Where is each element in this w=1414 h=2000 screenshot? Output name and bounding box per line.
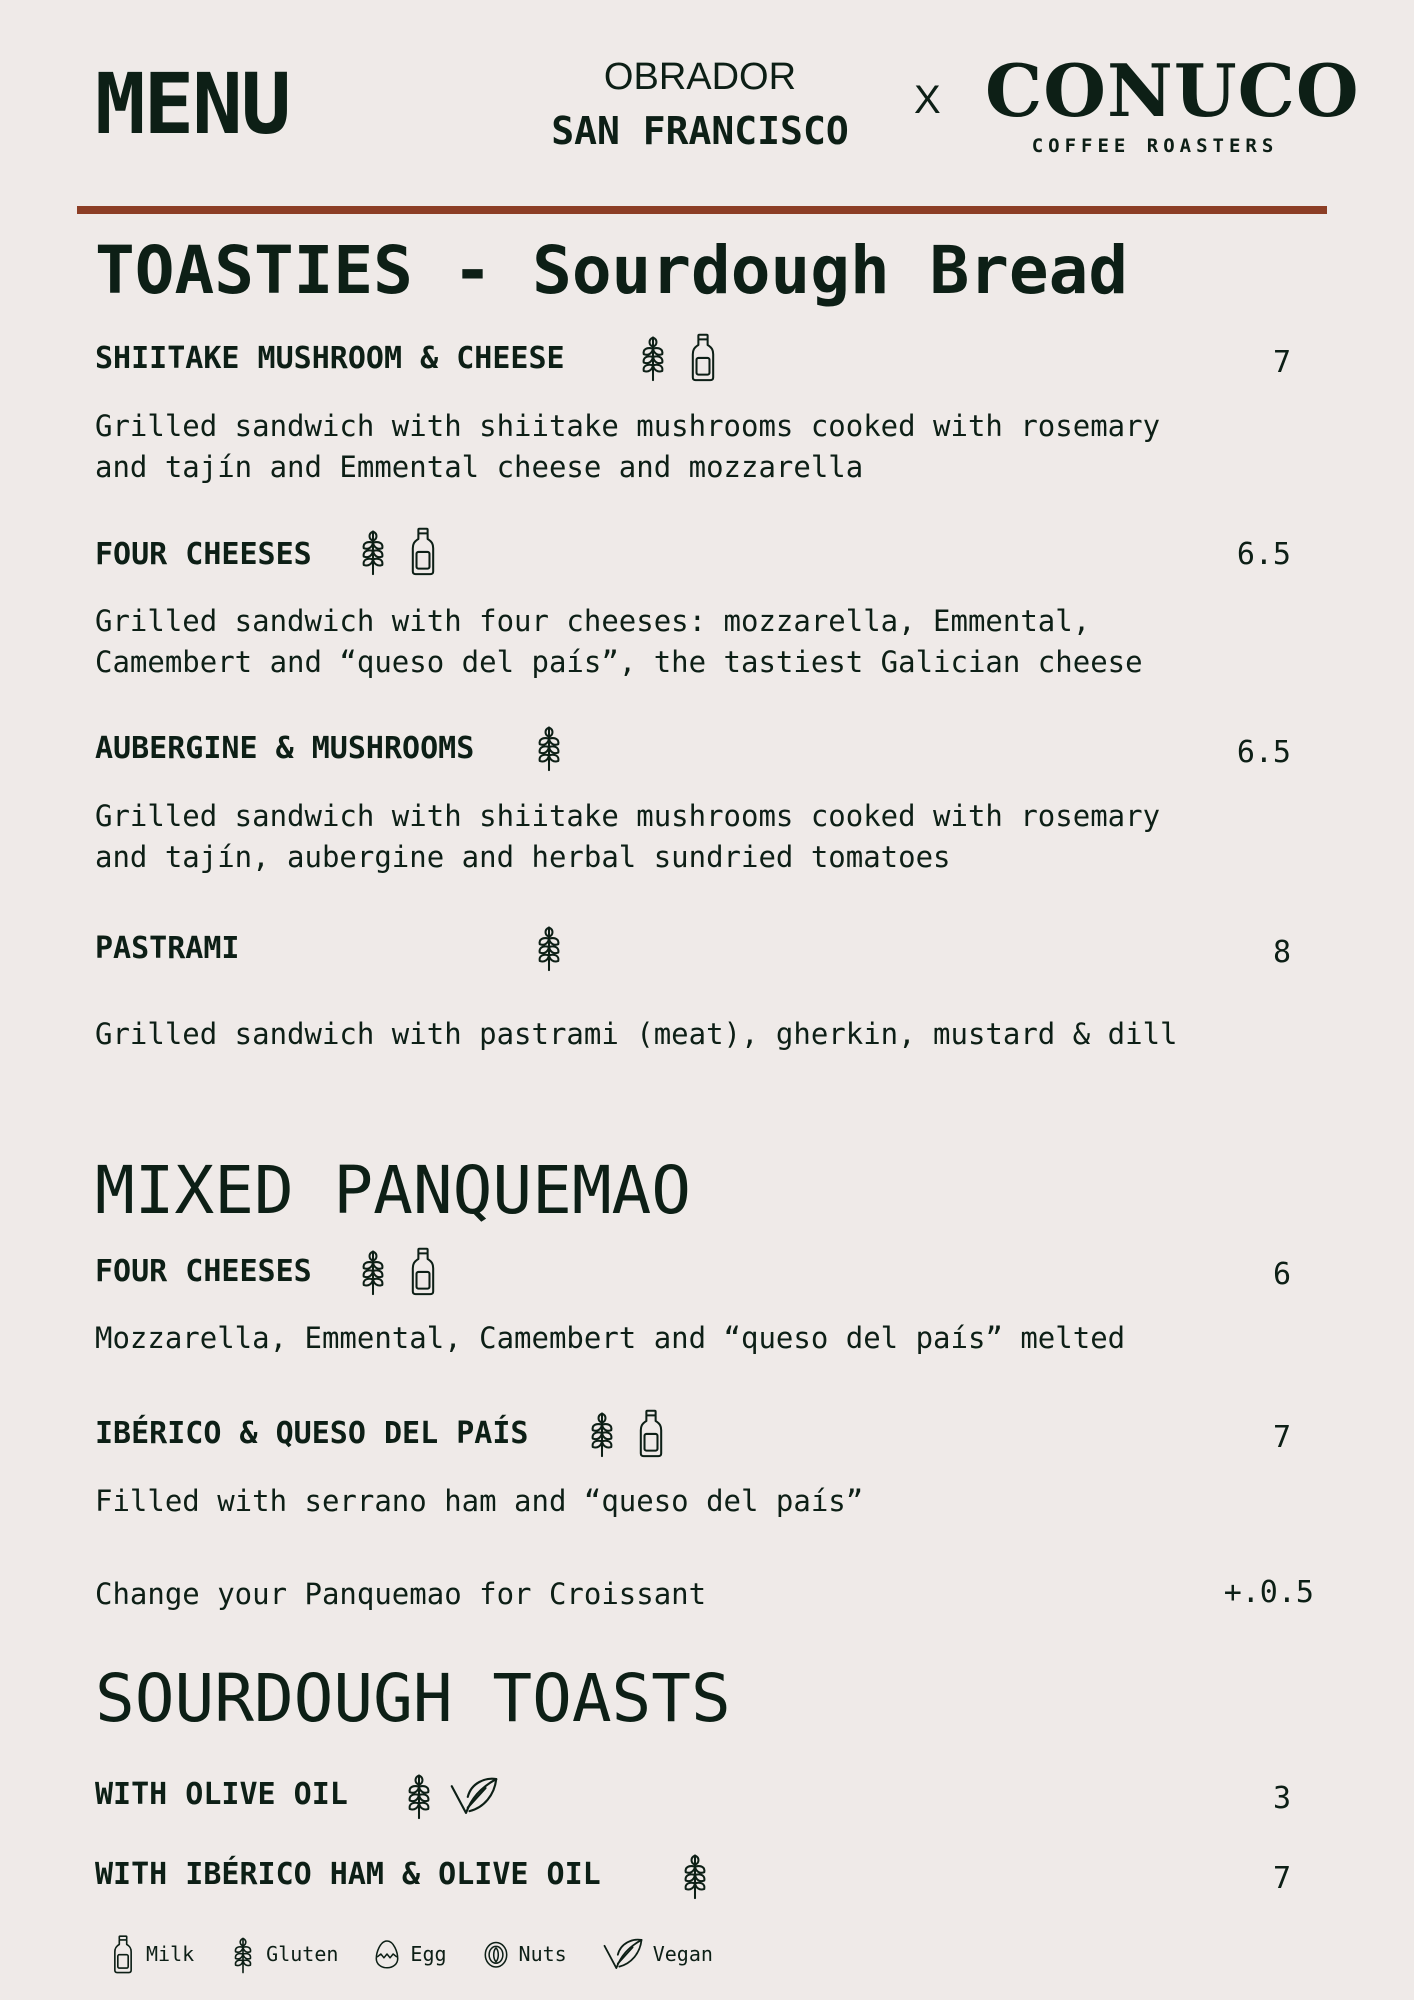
menu-item-name: WITH OLIVE OIL [95,1777,348,1812]
gluten-icon [532,722,566,772]
legend-item-gluten [230,1934,338,1974]
menu-item-name: FOUR CHEESES [95,537,312,572]
section-title-sourdough-toasts: SOURDOUGH TOASTS [95,1660,731,1737]
legend-item-milk [110,1934,194,1974]
allergen-legend [110,1934,749,1974]
menu-item-description: Grilled sandwich with shiitake mushrooms cooked with rosemary and tajín, aubergine and herbal sundried tomatoes [95,799,1161,874]
gluten-icon [230,1934,256,1974]
gluten-icon [356,1246,390,1296]
legend-label: Milk [146,1942,195,1966]
vegan-icon [448,1772,500,1820]
obrador-label: OBRADOR [603,56,797,98]
egg-icon [374,1934,400,1974]
vegan-icon [603,1934,643,1974]
upgrade-price: +.0.5 [1223,1575,1314,1610]
menu-item-description: Grilled sandwich with four cheeses: mozzarella, Emmental, Camembert and “queso del país”, the tastiest Galician cheese [95,604,1143,679]
brand-subtitle: COFFEE ROASTERS [1031,135,1279,157]
legend-item-vegan [603,1934,713,1974]
nuts-icon [483,1934,509,1974]
menu-item-name: FOUR CHEESES [95,1254,312,1289]
menu-item-price: 7 [1272,1861,1291,1896]
legend-label: Vegan [652,1942,713,1966]
header-divider [77,206,1327,214]
gluten-icon [402,1770,436,1820]
menu-item-description: Filled with serrano ham and “queso del país” [95,1484,864,1518]
milk-icon [110,1934,136,1974]
menu-item-price: 6 [1272,1257,1291,1292]
menu-item-name: WITH IBÉRICO HAM & OLIVE OIL [95,1857,601,1892]
menu-item-name: AUBERGINE & MUSHROOMS [95,731,475,766]
menu-item-price: 6.5 [1236,735,1291,770]
legend-item-egg [374,1934,446,1974]
gluten-icon [636,332,670,382]
menu-item-price: 8 [1272,935,1291,970]
menu-item-price: 7 [1272,345,1291,380]
legend-item-nuts [483,1934,567,1974]
gluten-icon [356,526,390,576]
gluten-icon [585,1408,619,1458]
menu-item-description: Mozzarella, Emmental, Camembert and “queso del país” melted [95,1321,1126,1355]
menu-title: MENU [95,55,290,153]
legend-label: Egg [410,1942,447,1966]
gluten-icon [678,1850,712,1900]
collab-x: X [914,78,941,122]
menu-item-name: SHIITAKE MUSHROOM & CHEESE [95,341,565,376]
menu-item-price: 3 [1272,1781,1291,1816]
milk-icon [686,332,720,382]
gluten-icon [532,922,566,972]
section-title-panquemao: MIXED PANQUEMAO [95,1152,692,1229]
milk-icon [406,526,440,576]
menu-item-price: 7 [1272,1420,1291,1455]
milk-icon [634,1408,668,1458]
upgrade-note: Change your Panquemao for Croissant [95,1577,707,1611]
menu-item-description: Grilled sandwich with pastrami (meat), gherkin, mustard & dill [95,1017,1178,1051]
location-label: SAN FRANCISCO [551,109,849,153]
legend-label: Nuts [518,1942,567,1966]
menu-item-name: IBÉRICO & QUESO DEL PAÍS [95,1416,529,1451]
milk-icon [406,1246,440,1296]
brand-logo: CONUCO [985,48,1360,133]
menu-item-price: 6.5 [1236,537,1291,572]
section-title-toasties: TOASTIES - Sourdough Bread [95,232,1129,309]
menu-item-name: PASTRAMI [95,931,240,966]
legend-label: Gluten [266,1942,339,1966]
menu-item-description: Grilled sandwich with shiitake mushrooms cooked with rosemary and tajín and Emmental cheese and mozzarella [95,409,1161,484]
